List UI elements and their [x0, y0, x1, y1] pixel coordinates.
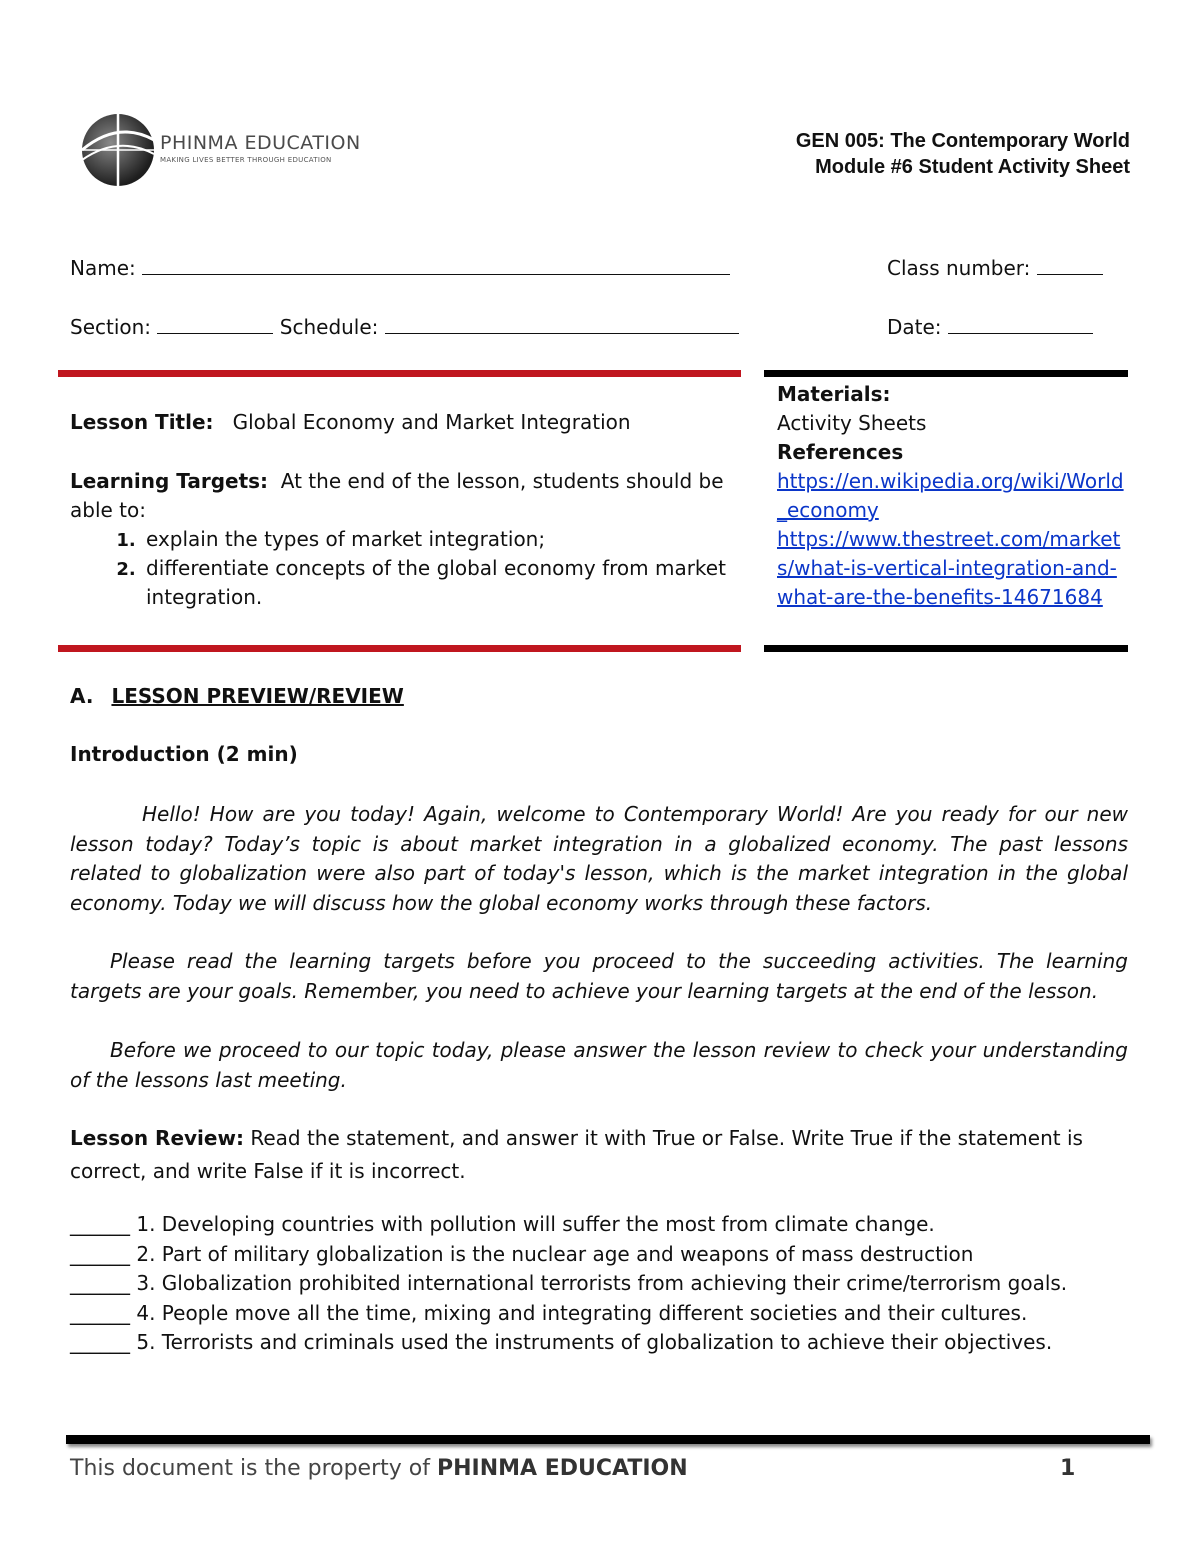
footer-text: [70, 1456, 688, 1481]
black-divider-top: [764, 370, 1128, 377]
name-field[interactable]: [70, 256, 730, 280]
red-divider-top: [58, 370, 741, 377]
brand-text: [160, 132, 361, 164]
schedule-blank[interactable]: [385, 315, 739, 334]
materials-value: Activity Sheets: [777, 411, 927, 435]
lesson-review: [70, 1122, 1128, 1188]
red-divider-bottom: [58, 645, 741, 652]
black-divider-bottom: [764, 645, 1128, 652]
footer-prefix: This document is the property of: [70, 1456, 430, 1481]
review-item[interactable]: ______ 2. Part of military globalization is the nuclear age and weapons of mass destruction: [70, 1241, 974, 1266]
review-item[interactable]: ______ 3. Globalization prohibited international terrorists from achieving their crime/terrorism goals.: [70, 1271, 1068, 1295]
review-items: [70, 1210, 1067, 1358]
intro-paragraph-2: Please read the learning targets before you proceed to the succeeding activities. The learning targets are your goals. Remember, you need to achieve your learning targets at the end of the lesson.: [70, 949, 1128, 1003]
section-blank[interactable]: [157, 315, 273, 334]
reference-link-thestreet[interactable]: https://www.thestreet.com/markets/what-is-vertical-integration-and-what-are-the-benefits-14671684: [777, 527, 1121, 609]
lesson-review-label: Lesson Review:: [70, 1126, 244, 1150]
page-number: 1: [1060, 1456, 1076, 1481]
schedule-label: Schedule:: [279, 315, 379, 339]
target-item: 1. explain the types of market integration;: [142, 525, 730, 554]
section-field[interactable]: [70, 315, 739, 339]
phinma-globe-icon: [74, 110, 164, 190]
section-a-letter: A.: [70, 684, 94, 708]
lesson-title-row: [70, 410, 631, 434]
review-item[interactable]: ______ 5. Terrorists and criminals used the instruments of globalization to achieve their objectives.: [70, 1330, 1053, 1354]
section-label: Section:: [70, 315, 152, 339]
learning-targets: [70, 467, 730, 612]
course-title: GEN 005: The Contemporary World: [795, 130, 1130, 152]
brand-name: PHINMA EDUCATION: [160, 132, 361, 154]
lesson-title-label: Lesson Title:: [70, 410, 214, 434]
intro-paragraph-3: Before we proceed to our topic today, please answer the lesson review to check your understanding of the lessons last meeting.: [70, 1038, 1128, 1092]
review-item[interactable]: ______ 1. Developing countries with pollution will suffer the most from climate change.: [70, 1212, 935, 1236]
class-number-blank[interactable]: [1037, 256, 1103, 275]
introduction-heading: Introduction (2 min): [70, 742, 298, 766]
materials-label: Materials:: [777, 382, 891, 406]
date-blank[interactable]: [948, 315, 1093, 334]
name-label: Name:: [70, 256, 136, 280]
review-item[interactable]: ______ 4. People move all the time, mixing and integrating different societies and their cultures.: [70, 1300, 1028, 1325]
date-label: Date:: [887, 315, 942, 339]
references-label: References: [777, 440, 904, 464]
lesson-review-text: Read the statement, and answer it with True or False. Write True if the statement is correct, and write False if it is incorrect.: [70, 1126, 1083, 1183]
intro-paragraph-1: Hello! How are you today! Again, welcome to Contemporary World! Are you ready for our new lesson today? Today’s topic is about market integration in a globalized economy. The past lessons related to globalization were also part of today's lesson, which is the market integration in the global economy. Today we will discuss how the global economy works through these factors.: [70, 802, 1128, 915]
section-a-heading: [70, 684, 404, 708]
footer-owner: PHINMA EDUCATION: [436, 1456, 688, 1481]
footer-divider: [66, 1435, 1150, 1444]
section-a-title: LESSON PREVIEW/REVIEW: [111, 684, 404, 708]
target-item: 2. differentiate concepts of the global economy from market integration.: [142, 554, 730, 612]
learning-targets-label: Learning Targets:: [70, 469, 269, 493]
lesson-title-value: Global Economy and Market Integration: [232, 410, 631, 434]
name-blank[interactable]: [142, 256, 730, 275]
targets-list: [70, 525, 730, 612]
materials-block: [777, 380, 1127, 612]
module-title: Module #6 Student Activity Sheet: [815, 156, 1130, 178]
brand-tagline: MAKING LIVES BETTER THROUGH EDUCATION: [160, 156, 332, 164]
date-field[interactable]: [887, 315, 1093, 339]
class-number-field[interactable]: [887, 256, 1103, 280]
learning-targets-intro: At the end of the lesson, students should be able to:: [70, 469, 724, 522]
class-number-label: Class number:: [887, 256, 1031, 280]
course-header: [796, 128, 1130, 180]
reference-link-wikipedia[interactable]: https://en.wikipedia.org/wiki/World_economy: [777, 469, 1124, 522]
